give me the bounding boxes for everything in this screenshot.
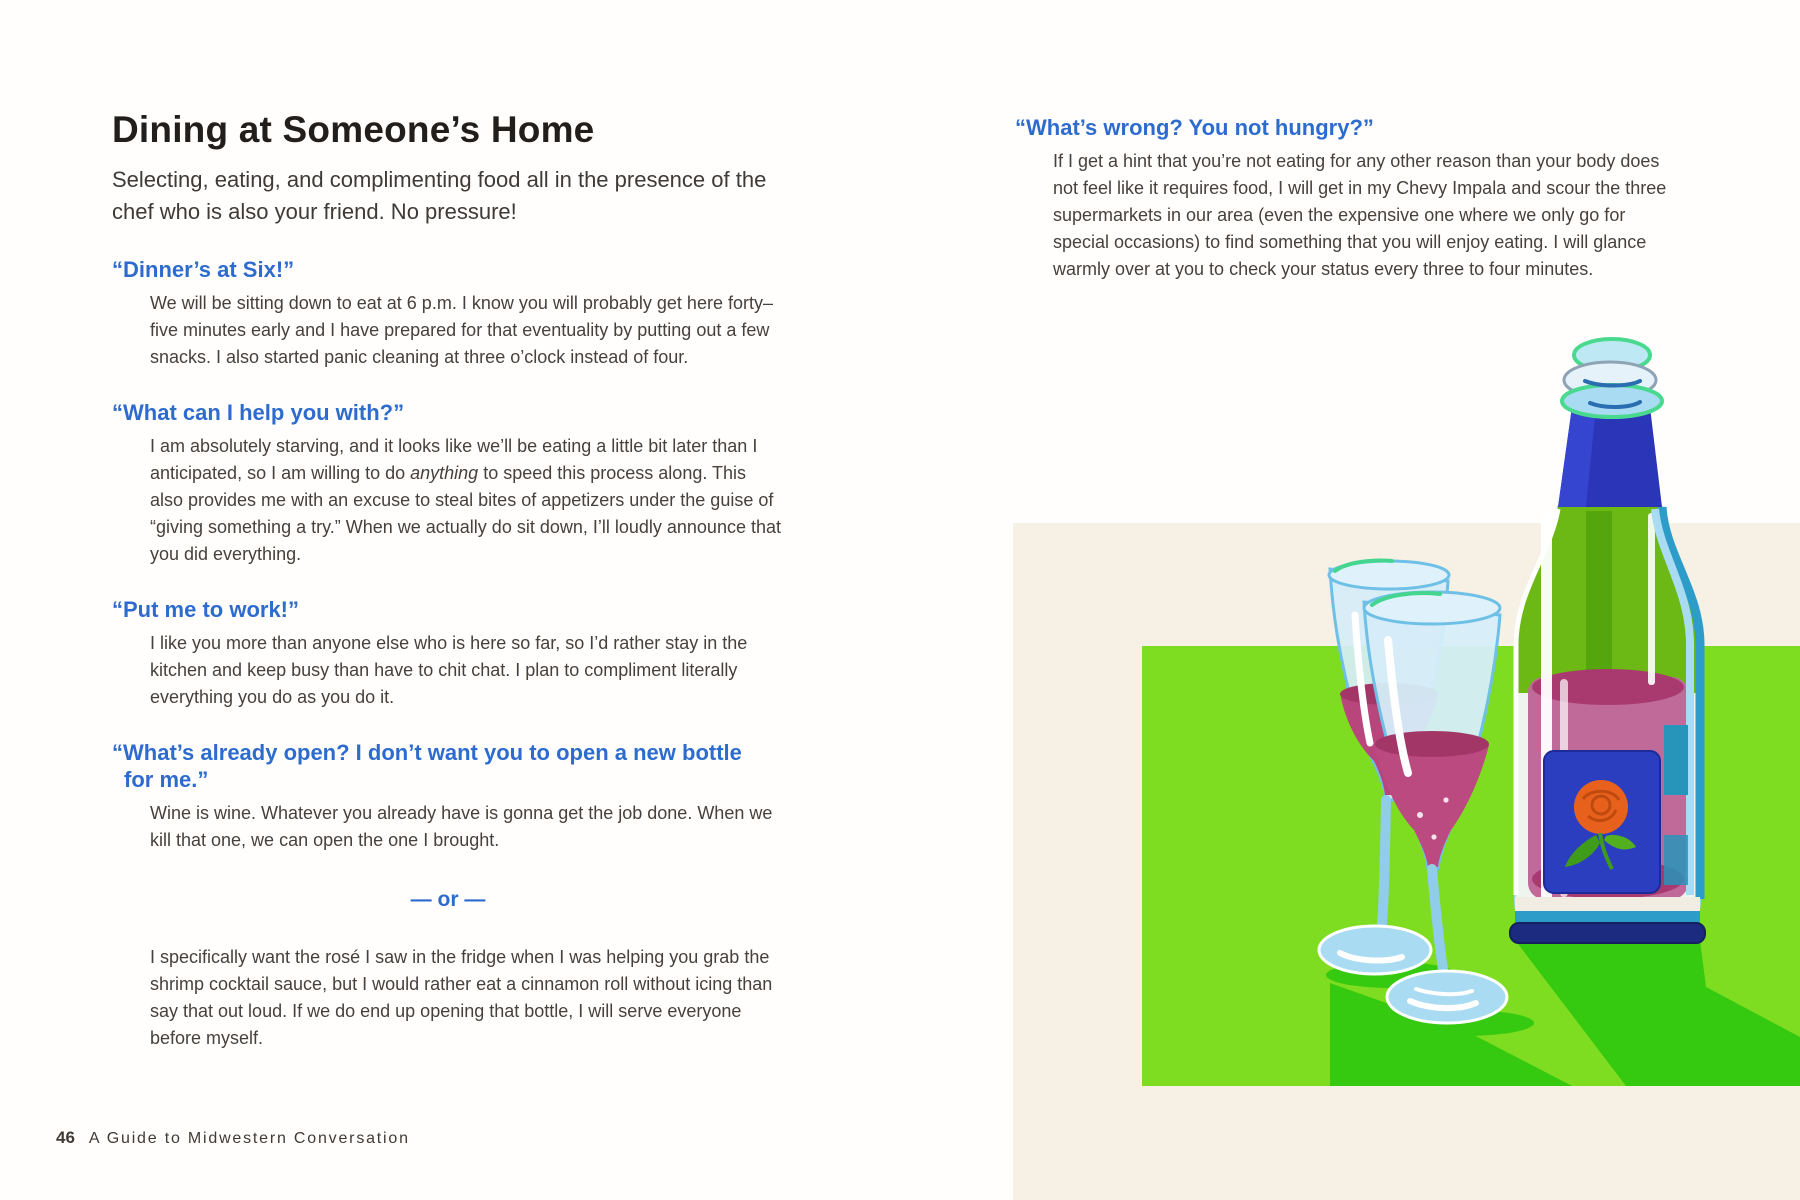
wine-illustration (1000, 295, 1800, 1200)
section-what-can-i-help (112, 399, 812, 568)
section-heading: “Dinner’s at Six!” (112, 257, 295, 282)
page-title: Dining at Someone’s Home (112, 109, 595, 150)
right-column (1015, 114, 1715, 283)
section-put-me-to-work (112, 596, 812, 711)
footer-page-number: 46 (56, 1128, 75, 1147)
section-whats-wrong (1015, 114, 1715, 283)
section-heading: “What can I help you with?” (112, 400, 405, 425)
section-body: Wine is wine. Whatever you already have is gonna get the job done. When we kill that one, we can open the one I brought. (150, 803, 773, 850)
bottle-label (1544, 751, 1660, 893)
section-heading: “Put me to work!” (112, 597, 300, 622)
section-body (150, 433, 782, 568)
body-text-italic: anything (410, 463, 479, 483)
section-heading: “What’s wrong? You not hungry?” (1015, 115, 1374, 140)
bottle-cork-top (1562, 339, 1662, 417)
section-dinners-at-six (112, 256, 812, 371)
rose-bottle (1510, 339, 1705, 943)
left-column (112, 108, 812, 1052)
bottle-foil (1558, 407, 1662, 507)
section-body: I like you more than anyone else who is here so far, so I’d rather stay in the kitchen and keep busy than have to chit chat. I plan to compliment literally everything you do as you do it. (150, 633, 748, 707)
bottle-base (1510, 897, 1705, 943)
body-text-pre: I am absolutely starving, and it looks like we’ll be eating a little bit later than I anticipated, so I am willing to do (150, 436, 758, 483)
section-body: We will be sitting down to eat at 6 p.m. I know you will probably get here forty–five minutes early and I have prepared for that eventuality by putting out a few snacks. I also started panic cleaning at three o’clock instead of four. (150, 293, 773, 367)
footer-book-title: A Guide to Midwestern Conversation (88, 1130, 410, 1147)
or-divider: — or — (410, 888, 486, 911)
section-body: If I get a hint that you’re not eating for any other reason than your body does not feel like it requires food, I will get in my Chevy Impala and scour the three supermarkets in our area (even the expensive one where we only go for special occasions) to find something that you will enjoy eating. I will glance warmly over at you to check your status every three to four minutes. (1053, 151, 1667, 279)
page-footer (56, 1128, 410, 1148)
page-subtitle: Selecting, eating, and complimenting food all in the presence of the chef who is also your friend. No pressure! (112, 167, 767, 224)
section-whats-already-open (112, 739, 812, 854)
section-heading: “What’s already open? I don’t want you to open a new bottle for me.” (112, 740, 742, 792)
closing-paragraph: I specifically want the rosé I saw in the fridge when I was helping you grab the shrimp cocktail sauce, but I would rather eat a cinnamon roll without icing than say that out loud. If we do end up opening that bottle, I will serve everyone before myself. (150, 947, 773, 1048)
body-text-post: to speed this process along. This also provides me with an excuse to steal bites of appetizers under the guise of “giving something a try.” When we actually do sit down, I’ll loudly announce that you did everything. (150, 463, 781, 564)
